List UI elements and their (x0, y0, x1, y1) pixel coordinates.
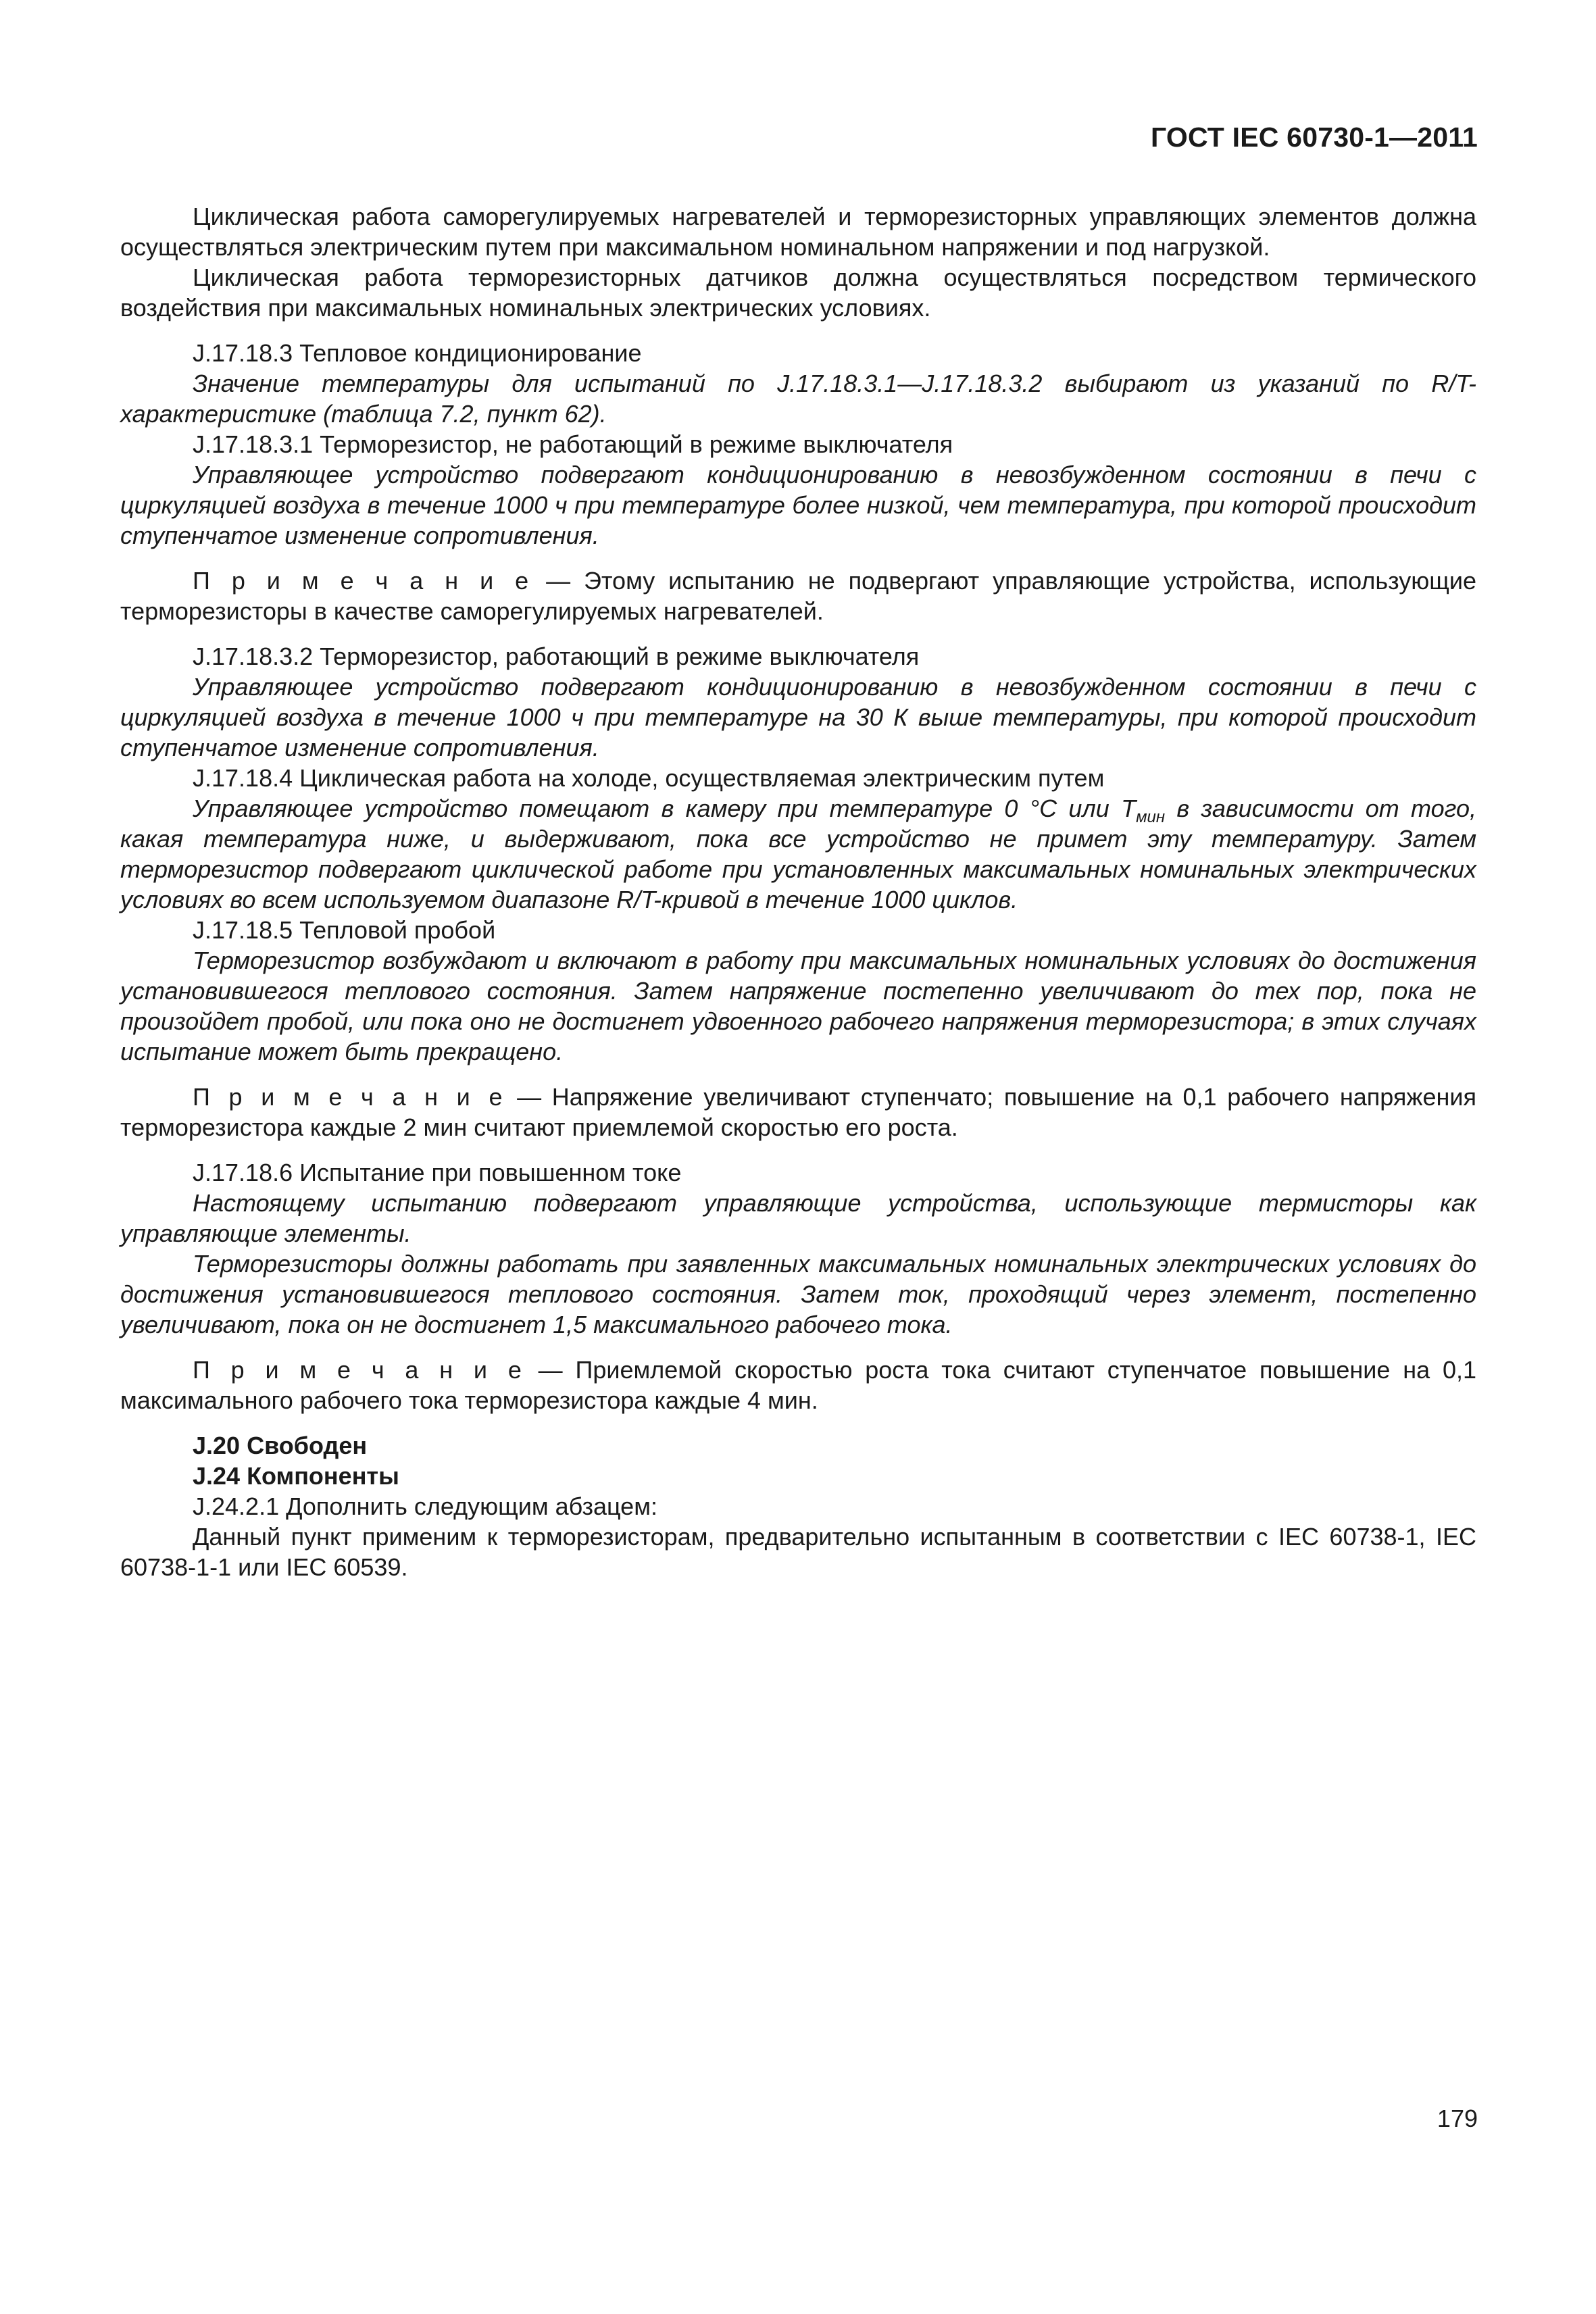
clause-heading: J.20 Свободен (193, 1432, 368, 1459)
paragraph: Данный пункт применим к терморезисторам, предварительно испытанным в соответствии с IEC 60738-1, IEC 60738-1-1 или IEC 60539. (120, 1523, 1476, 1581)
section-text (120, 793, 1476, 915)
note (120, 1355, 1476, 1415)
note-label: П р и м е ч а н и е (193, 567, 533, 595)
note-text: — Напряжение увеличивают ступенчато; повышение на 0,1 рабочего напряжения терморезистора каждые 2 мин считают приемлемой скоростью его роста. (120, 1083, 1476, 1141)
note (120, 565, 1476, 626)
section-heading: J.17.18.3.2 Терморезистор, работающий в режиме выключателя (193, 643, 920, 670)
section-text: Управляющее устройство подвергают кондиционированию в невозбужденном состоянии в печи с циркуляцией воздуха в течение 1000 ч при температуре на 30 К выше температуры, при которой происходит ступенчатое изменение сопротивления. (120, 673, 1476, 761)
text-fragment: в зависимости от того, какая температура ниже, и выдерживают, пока все устройство не примет эту температуру. Затем терморезистор подвергают циклической работе при установленных максимальных номинальных электрических условиях во всем используемом диапазоне R/T-кривой в течение 1000 циклов. (120, 795, 1476, 913)
subscript: мин (1136, 808, 1166, 827)
note-text: — Приемлемой скоростью роста тока считают ступенчатое повышение на 0,1 максимального рабочего тока терморезистора каждые 4 мин. (120, 1356, 1476, 1414)
section-heading: J.17.18.3.1 Терморезистор, не работающий в режиме выключателя (193, 430, 953, 458)
section-heading: J.17.18.4 Циклическая работа на холоде, осуществляемая электрическим путем (193, 764, 1105, 792)
note (120, 1082, 1476, 1142)
note-label: П р и м е ч а н и е (193, 1356, 526, 1384)
section-text: Настоящему испытанию подвергают управляющие устройства, использующие термисторы как управляющие элементы. (120, 1189, 1476, 1247)
section-text: Значение температуры для испытаний по J.17.18.3.1—J.17.18.3.2 выбирают из указаний по R/T-характеристике (таблица 7.2, пункт 62). (120, 370, 1476, 428)
standard-code-header: ГОСТ IEC 60730-1—2011 (1151, 122, 1478, 153)
section-heading: J.17.18.5 Тепловой пробой (193, 916, 496, 944)
section-heading: J.17.18.6 Испытание при повышенном токе (193, 1159, 682, 1186)
section-heading: J.24.2.1 Дополнить следующим абзацем: (193, 1492, 657, 1520)
clause-heading: J.24 Компоненты (193, 1462, 399, 1490)
section-heading: J.17.18.3 Тепловое кондиционирование (193, 339, 642, 367)
section-text: Управляющее устройство подвергают кондиционированию в невозбужденном состоянии в печи с циркуляцией воздуха в течение 1000 ч при температуре более низкой, чем температура, при которой происходит ступенчатое изменение сопротивления. (120, 461, 1476, 549)
section-text: Терморезистор возбуждают и включают в работу при максимальных номинальных условиях до достижения установившегося теплового состояния. Затем напряжение постепенно увеличивают до тех пор, пока не произойдет пробой, или пока оно не достигнет удвоенного рабочего напряжения терморезистора; в этих случаях испытание может быть прекращено. (120, 947, 1476, 1065)
section-text: Терморезисторы должны работать при заявленных максимальных номинальных электрических условиях до достижения установившегося теплового состояния. Затем ток, проходящий через элемент, постепенно увеличивают, пока он не достигнет 1,5 максимального рабочего тока. (120, 1250, 1476, 1338)
document-body (120, 201, 1476, 1582)
paragraph: Циклическая работа саморегулируемых нагревателей и терморезисторных управляющих элементов должна осуществляться электрическим путем при максимальном номинальном напряжении и под нагрузкой. (120, 203, 1476, 261)
text-fragment: Управляющее устройство помещают в камеру при температуре 0 °С или T (193, 795, 1137, 822)
paragraph: Циклическая работа терморезисторных датчиков должна осуществляться посредством термического воздействия при максимальных номинальных электрических условиях. (120, 263, 1476, 322)
page-number: 179 (1437, 2105, 1478, 2132)
note-text: — Этому испытанию не подвергают управляющие устройства, использующие терморезисторы в качестве саморегулируемых нагревателей. (120, 567, 1476, 625)
note-label: П р и м е ч а н и е (193, 1083, 507, 1111)
